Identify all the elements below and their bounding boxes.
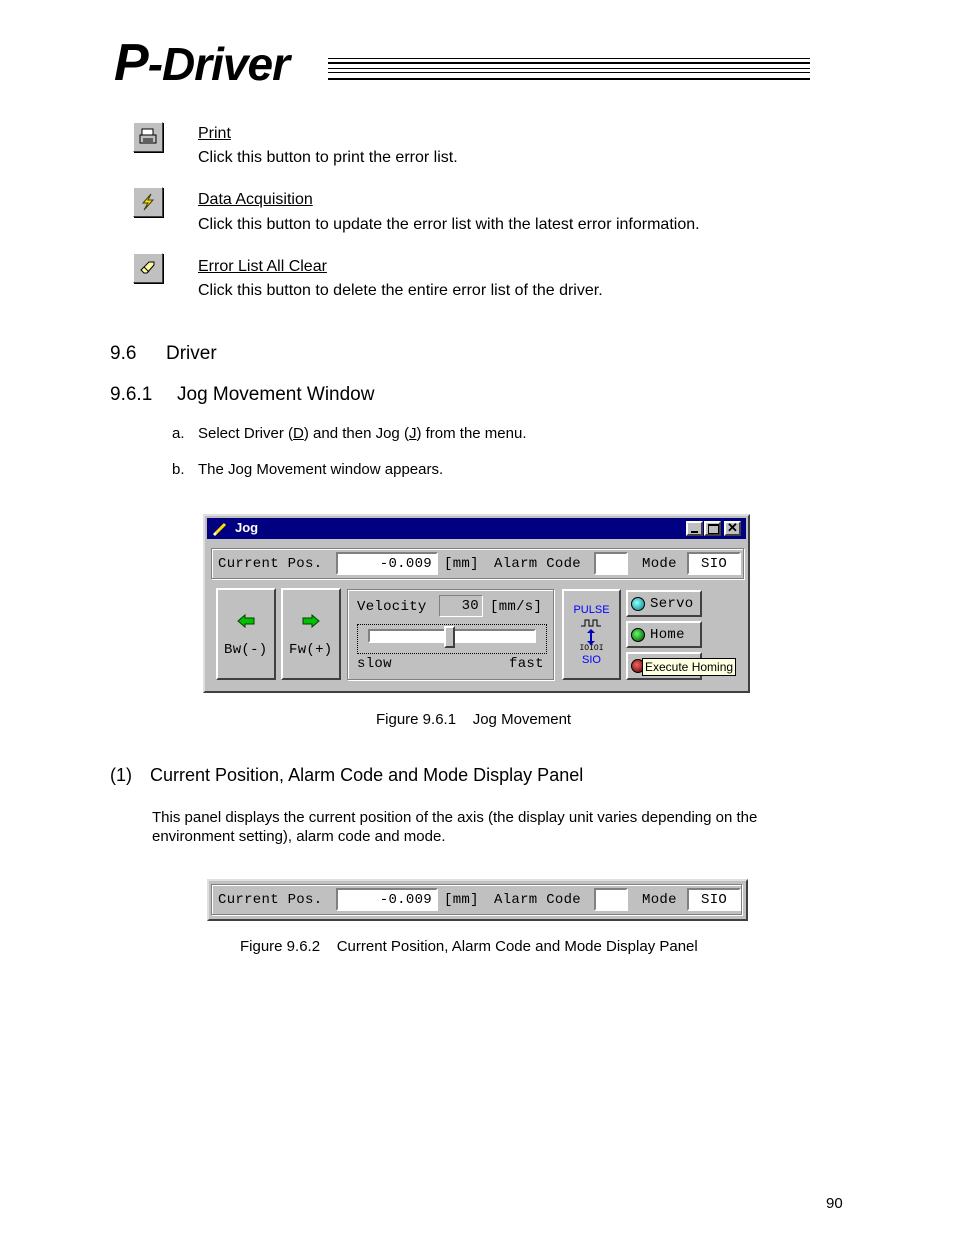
status-panel-figure [207,879,748,921]
servo-label: Servo [650,596,694,612]
alarm-code-field [594,552,628,575]
current-pos-label: Current Pos. [218,556,323,572]
velocity-unit: [mm/s] [490,599,543,615]
arrow-left-icon [237,614,255,628]
fw-label: Fw(+) [289,642,333,658]
page-number: 90 [826,1195,843,1212]
print-desc: Click this button to print the error list. [198,149,458,166]
step-b-marker: b. [172,461,185,478]
figure2-caption: Figure 9.6.2 Current Position, Alarm Code and Mode Display Panel [240,938,698,955]
print-title: Print [198,125,231,142]
home-led-icon [631,628,645,642]
eraser-icon [133,253,163,283]
arrow-right-icon [302,614,320,628]
step-a-text: Select Driver (D) and then Jog (J) from the menu. [198,425,527,442]
alarm-code-label: Alarm Code [494,556,582,572]
bw-label: Bw(-) [224,642,268,658]
slider-thumb[interactable] [444,626,455,648]
jog-window [203,514,750,693]
error-list-clear-title: Error List All Clear [198,258,327,275]
close-button[interactable]: ✕ [724,521,741,536]
p2-unit-label: [mm] [444,892,479,908]
jog-title: Jog [235,520,259,535]
error-list-clear-desc: Click this button to delete the entire error list of the driver. [198,282,603,299]
status-panel [211,548,744,579]
section-title: Driver [166,343,217,364]
subsection-number: 9.6.1 [110,384,153,405]
velocity-panel [347,589,554,680]
p2-alarm-code-field [594,888,628,911]
home-label: Home [650,627,685,643]
maximize-button[interactable] [704,521,721,536]
servo-led-icon [631,597,645,611]
mode-field: SIO [687,552,741,575]
mode-label: Mode [642,556,677,572]
jog-title-bar[interactable] [207,518,746,539]
panel-description: This panel displays the current position of the axis (the display unit varies depending on the environment setting), alarm code and mode. [152,809,758,845]
p2-current-pos-label: Current Pos. [218,892,323,908]
status-panel-inner [211,884,742,915]
bits-label: IOIOI [579,644,604,653]
p-driver-logo: P-Driver [114,34,289,92]
panel-section-title: Current Position, Alarm Code and Mode Display Panel [150,765,584,785]
pulse-label: PULSE [573,604,610,616]
unit-label: [mm] [444,556,479,572]
servo-button[interactable] [626,590,702,617]
home-button[interactable] [626,621,702,648]
lightning-icon [133,187,163,217]
figure1-caption: Figure 9.6.1 Jog Movement [376,711,572,728]
subsection-title: Jog Movement Window [177,384,375,405]
velocity-label: Velocity [357,599,427,615]
section-number: 9.6 [110,343,137,364]
p2-mode-label: Mode [642,892,677,908]
data-acquisition-title: Data Acquisition [198,191,313,208]
step-a-marker: a. [172,425,185,442]
fast-label: fast [509,656,544,672]
p2-alarm-code-label: Alarm Code [494,892,582,908]
sio-label: SIO [582,654,601,666]
velocity-slider[interactable] [357,624,547,654]
pencil-icon [212,521,228,537]
velocity-field: 30 [439,595,483,617]
printer-icon [133,122,163,152]
step-b-text: The Jog Movement window appears. [198,461,444,478]
data-acquisition-desc: Click this button to update the error list with the latest error information. [198,216,700,233]
execute-homing-tooltip: Execute Homing [642,658,736,676]
panel-section-number: (1) [110,765,132,785]
bw-button[interactable] [216,588,276,680]
slow-label: slow [357,656,392,672]
minimize-button[interactable] [686,521,703,536]
pulse-sio-toggle[interactable] [562,589,621,680]
fw-button[interactable] [281,588,341,680]
current-pos-field: -0.009 [336,552,438,575]
header-rule [328,58,810,82]
p2-mode-field: SIO [687,888,741,911]
p2-current-pos-field: -0.009 [336,888,438,911]
